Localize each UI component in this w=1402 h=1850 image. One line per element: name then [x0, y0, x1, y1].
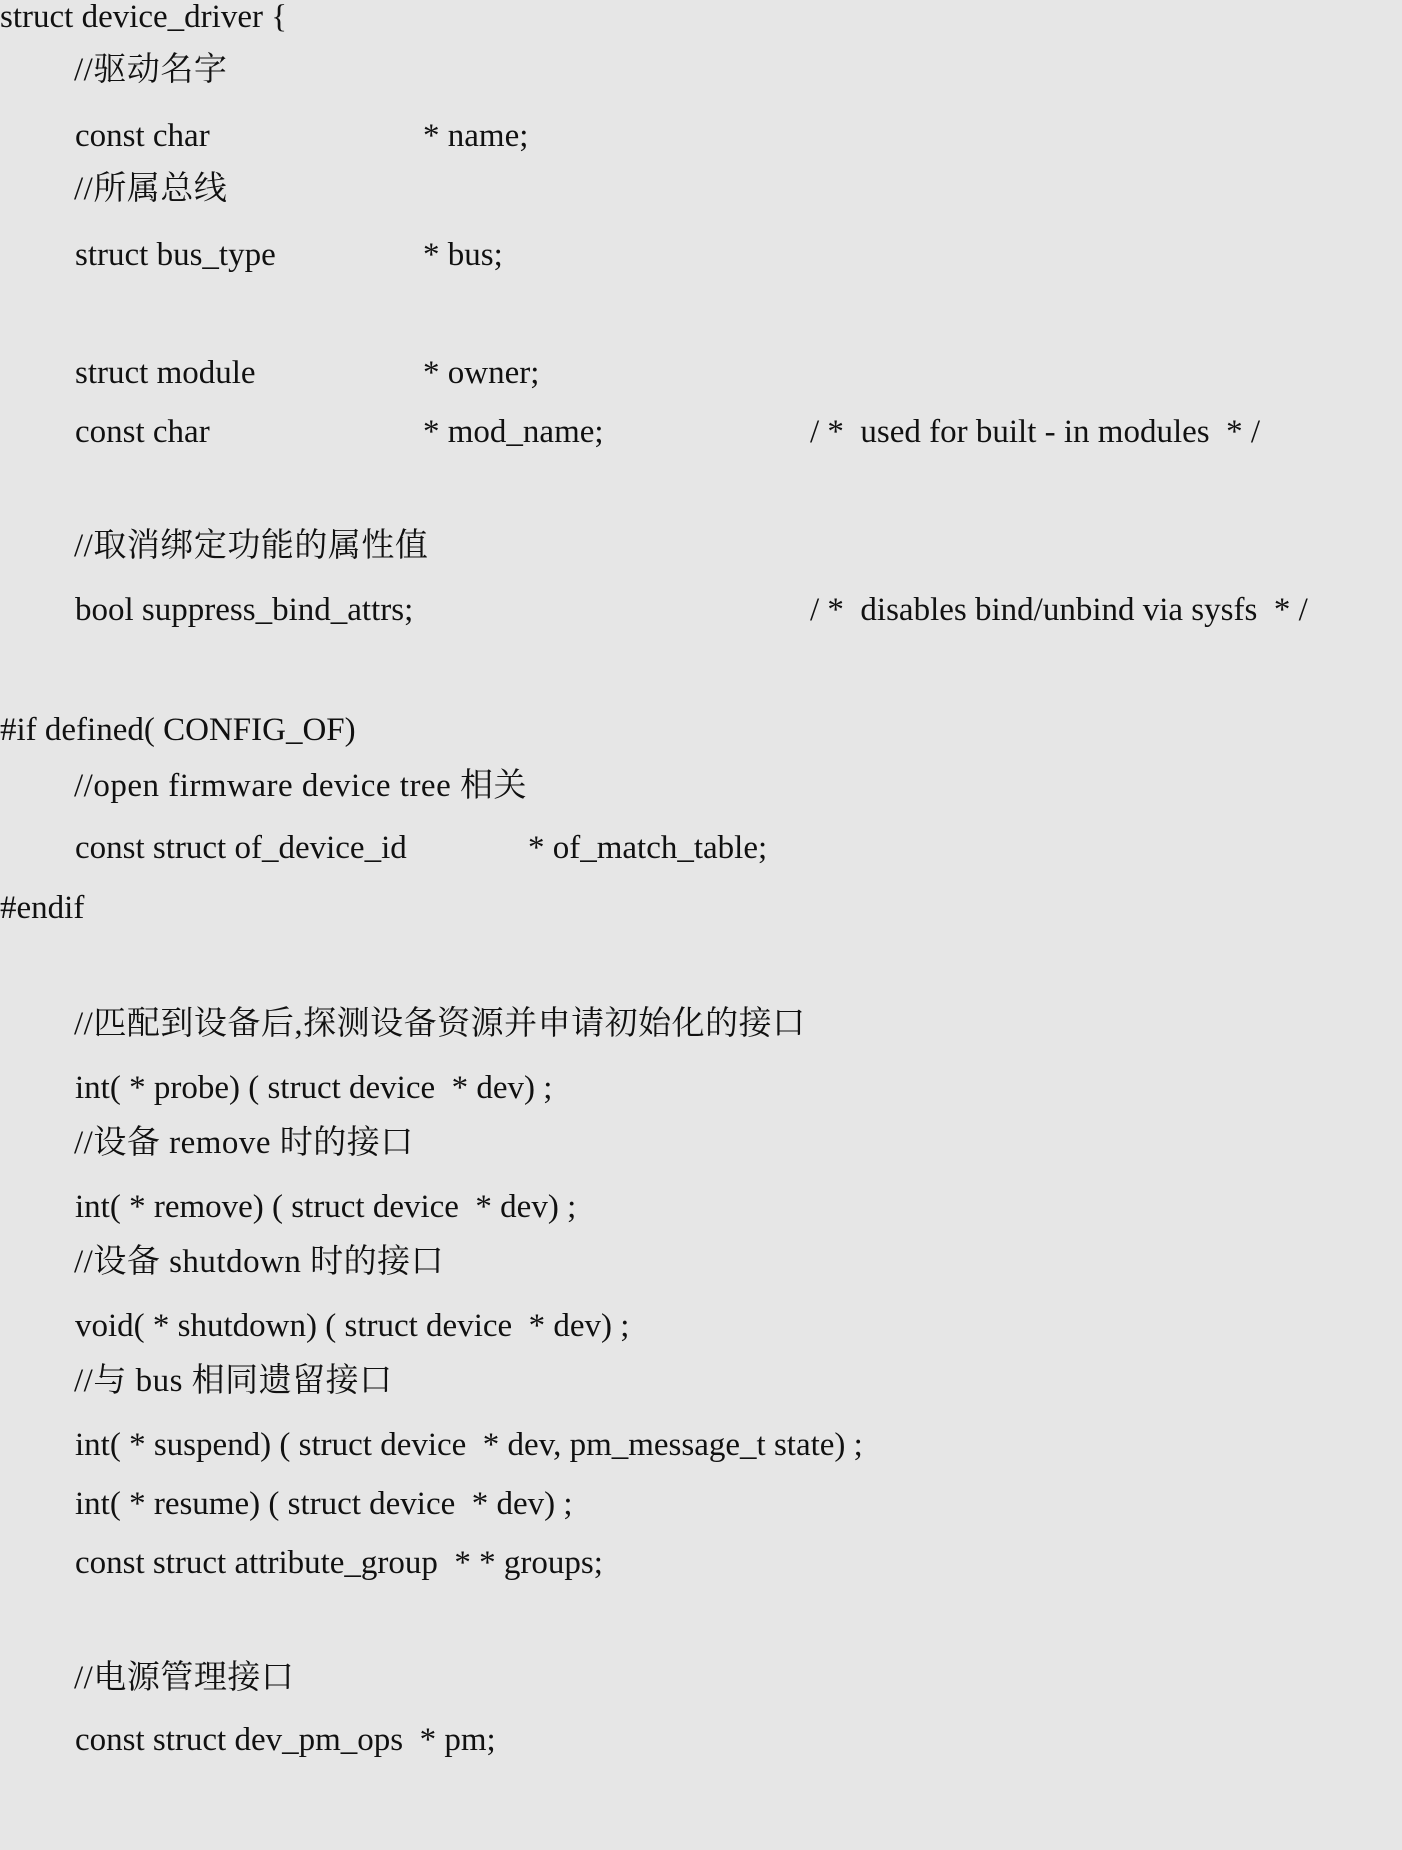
code-line-suppress-bind: [0, 588, 1402, 632]
code-line-owner: [0, 351, 1402, 395]
code-line-mod-name: [0, 410, 1402, 454]
field-name: * bus;: [423, 237, 503, 273]
inline-comment: / * used for built - in modules * /: [810, 414, 1261, 450]
code-line-shutdown: [0, 1304, 1402, 1348]
code-line-name: [0, 114, 1402, 158]
code-line-remove: [0, 1185, 1402, 1229]
comment-text: //取消绑定功能的属性值: [74, 528, 429, 564]
code-line-resume: [0, 1482, 1402, 1526]
field-type: struct bus_type: [75, 237, 276, 273]
code-line-bus: [0, 233, 1402, 277]
field-name: * mod_name;: [423, 414, 604, 450]
code-comment-of: [0, 764, 1402, 808]
function-pointer: int( * remove) ( struct device * dev) ;: [75, 1189, 577, 1225]
code-line-of-match-table: [0, 826, 1402, 870]
field-name: * of_match_table;: [528, 830, 768, 866]
comment-text: //设备 shutdown 时的接口: [74, 1244, 445, 1280]
code-line-pm: [0, 1718, 1402, 1762]
comment-text: //与 bus 相同遗留接口: [74, 1363, 393, 1399]
comment-text: //设备 remove 时的接口: [74, 1125, 414, 1161]
preprocessor-directive: #if defined( CONFIG_OF): [0, 712, 356, 748]
function-pointer: int( * probe) ( struct device * dev) ;: [75, 1070, 553, 1106]
inline-comment: / * disables bind/unbind via sysfs * /: [810, 592, 1308, 628]
field-name: * name;: [423, 118, 529, 154]
function-pointer: int( * suspend) ( struct device * dev, pm_message_t state) ;: [75, 1427, 863, 1463]
field-type: const struct of_device_id: [75, 830, 407, 866]
code-text: struct device_driver {: [0, 0, 288, 35]
field-type: struct module: [75, 355, 256, 391]
code-line-struct-decl: [0, 0, 1402, 39]
function-pointer: int( * resume) ( struct device * dev) ;: [75, 1486, 573, 1522]
code-line-suspend: [0, 1423, 1402, 1467]
code-comment-legacy: [0, 1359, 1402, 1403]
code-comment-suppress-bind: [0, 524, 1402, 568]
code-line-probe: [0, 1066, 1402, 1110]
code-comment-probe: [0, 1002, 1402, 1046]
code-line-if-defined: [0, 708, 1402, 752]
comment-text: //电源管理接口: [74, 1660, 295, 1696]
code-line-endif: [0, 886, 1402, 930]
field-type: const char: [75, 414, 210, 450]
field-type: const char: [75, 118, 210, 154]
comment-text: //open firmware device tree 相关: [74, 768, 527, 804]
comment-text: //驱动名字: [74, 52, 228, 88]
code-comment-remove: [0, 1121, 1402, 1165]
code-comment-pm: [0, 1656, 1402, 1700]
field-name: * owner;: [423, 355, 540, 391]
field-decl: const struct attribute_group * * groups;: [75, 1545, 603, 1581]
code-comment-bus: [0, 167, 1402, 211]
comment-text: //所属总线: [74, 171, 228, 207]
code-comment-shutdown: [0, 1240, 1402, 1284]
field-decl: bool suppress_bind_attrs;: [75, 592, 414, 628]
comment-text: //匹配到设备后,探测设备资源并申请初始化的接口: [74, 1006, 806, 1042]
preprocessor-directive: #endif: [0, 890, 85, 926]
code-comment-driver-name: [0, 48, 1402, 92]
field-decl: const struct dev_pm_ops * pm;: [75, 1722, 496, 1758]
code-line-groups: [0, 1541, 1402, 1585]
function-pointer: void( * shutdown) ( struct device * dev) ;: [75, 1308, 630, 1344]
